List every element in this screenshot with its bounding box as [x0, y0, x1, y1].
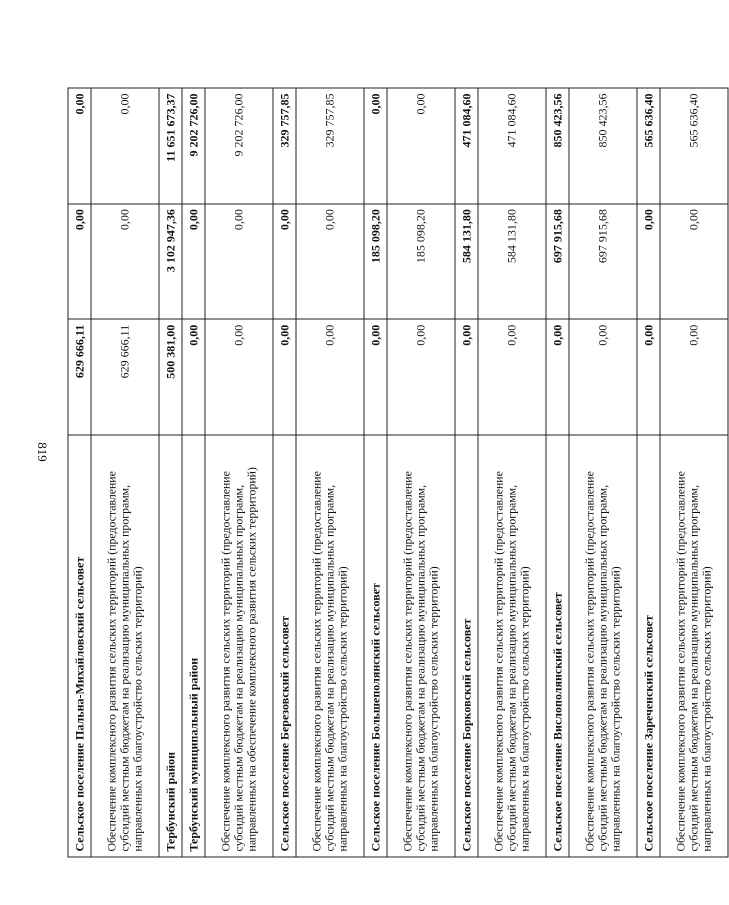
row-name: Сельское поселение Борковский сельсовет — [455, 435, 478, 857]
row-name: Обеспечение комплексного развития сельских территорий (предоставление субсидий местным бюджетам на реализацию муниципальных программ, направленных на благоустройство сельских территорий) — [387, 435, 455, 857]
row-value-2: 185 098,20 — [387, 204, 455, 320]
table-row — [637, 88, 660, 857]
table-row — [68, 88, 91, 857]
row-value-2: 0,00 — [91, 204, 159, 320]
row-value-1: 0,00 — [455, 319, 478, 435]
row-name: Тербунский район — [159, 435, 182, 857]
row-value-3: 11 651 673,37 — [159, 88, 182, 204]
row-value-1: 629 666,11 — [68, 319, 91, 435]
row-value-2: 0,00 — [68, 204, 91, 320]
table-row — [455, 88, 478, 857]
row-value-3: 0,00 — [68, 88, 91, 204]
row-value-1: 629 666,11 — [91, 319, 159, 435]
rotated-table-container — [68, 88, 714, 858]
row-value-3: 0,00 — [91, 88, 159, 204]
row-value-3: 0,00 — [364, 88, 387, 204]
row-value-2: 0,00 — [660, 204, 728, 320]
row-value-1: 0,00 — [273, 319, 296, 435]
row-value-1: 0,00 — [546, 319, 569, 435]
table-row — [91, 88, 159, 857]
row-value-3: 0,00 — [387, 88, 455, 204]
row-name: Сельское поселение Березовский сельсовет — [273, 435, 296, 857]
row-value-3: 565 636,40 — [637, 88, 660, 204]
row-name: Обеспечение комплексного развития сельских территорий (предоставление субсидий местным бюджетам на реализацию муниципальных программ, направленных на обеспечение комплексного развития сельских территорий) — [205, 435, 273, 857]
row-value-1: 0,00 — [296, 319, 364, 435]
row-value-2: 584 131,80 — [478, 204, 546, 320]
page-number: 819 — [35, 442, 50, 462]
row-value-1: 500 381,00 — [159, 319, 182, 435]
row-value-2: 697 915,68 — [546, 204, 569, 320]
row-value-2: 0,00 — [273, 204, 296, 320]
row-value-2: 0,00 — [637, 204, 660, 320]
row-value-3: 471 084,60 — [455, 88, 478, 204]
table-row — [273, 88, 296, 857]
budget-table-body — [68, 88, 728, 857]
row-value-3: 9 202 726,00 — [182, 88, 205, 204]
table-row — [182, 88, 205, 857]
table-row — [546, 88, 569, 857]
row-name: Сельское поселение Вислополянский сельсовет — [546, 435, 569, 857]
row-name: Сельское поселение Большеполянский сельсовет — [364, 435, 387, 857]
row-value-3: 329 757,85 — [273, 88, 296, 204]
row-name: Обеспечение комплексного развития сельских территорий (предоставление субсидий местным бюджетам на реализацию муниципальных программ, направленных на благоустройство сельских территорий) — [569, 435, 637, 857]
row-name: Сельское поселение Пальна-Михайловский сельсовет — [68, 435, 91, 857]
row-value-3: 471 084,60 — [478, 88, 546, 204]
row-name: Тербунский муниципальный район — [182, 435, 205, 857]
row-name: Обеспечение комплексного развития сельских территорий (предоставление субсидий местным бюджетам на реализацию муниципальных программ, направленных на благоустройство сельских территорий) — [660, 435, 728, 857]
row-value-2: 697 915,68 — [569, 204, 637, 320]
row-value-1: 0,00 — [205, 319, 273, 435]
row-value-3: 850 423,56 — [546, 88, 569, 204]
budget-table — [68, 88, 729, 858]
table-row — [296, 88, 364, 857]
row-value-1: 0,00 — [364, 319, 387, 435]
row-value-3: 565 636,40 — [660, 88, 728, 204]
table-row — [159, 88, 182, 857]
table-row — [364, 88, 387, 857]
row-value-3: 850 423,56 — [569, 88, 637, 204]
row-value-3: 9 202 726,00 — [205, 88, 273, 204]
row-name: Обеспечение комплексного развития сельских территорий (предоставление субсидий местным бюджетам на реализацию муниципальных программ, направленных на благоустройство сельских территорий) — [91, 435, 159, 857]
row-value-3: 329 757,85 — [296, 88, 364, 204]
row-value-2: 3 102 947,36 — [159, 204, 182, 320]
row-value-2: 0,00 — [205, 204, 273, 320]
row-value-1: 0,00 — [182, 319, 205, 435]
row-value-2: 584 131,80 — [455, 204, 478, 320]
row-value-1: 0,00 — [637, 319, 660, 435]
row-value-2: 0,00 — [182, 204, 205, 320]
table-row — [205, 88, 273, 857]
table-row — [387, 88, 455, 857]
row-name: Обеспечение комплексного развития сельских территорий (предоставление субсидий местным бюджетам на реализацию муниципальных программ, направленных на благоустройство сельских территорий) — [296, 435, 364, 857]
row-value-1: 0,00 — [569, 319, 637, 435]
table-row — [478, 88, 546, 857]
table-row — [660, 88, 728, 857]
row-value-1: 0,00 — [478, 319, 546, 435]
table-row — [569, 88, 637, 857]
row-value-2: 0,00 — [296, 204, 364, 320]
row-value-1: 0,00 — [660, 319, 728, 435]
row-value-2: 185 098,20 — [364, 204, 387, 320]
row-value-1: 0,00 — [387, 319, 455, 435]
row-name: Сельское поселение Зареченский сельсовет — [637, 435, 660, 857]
row-name: Обеспечение комплексного развития сельских территорий (предоставление субсидий местным бюджетам на реализацию муниципальных программ, направленных на благоустройство сельских территорий) — [478, 435, 546, 857]
